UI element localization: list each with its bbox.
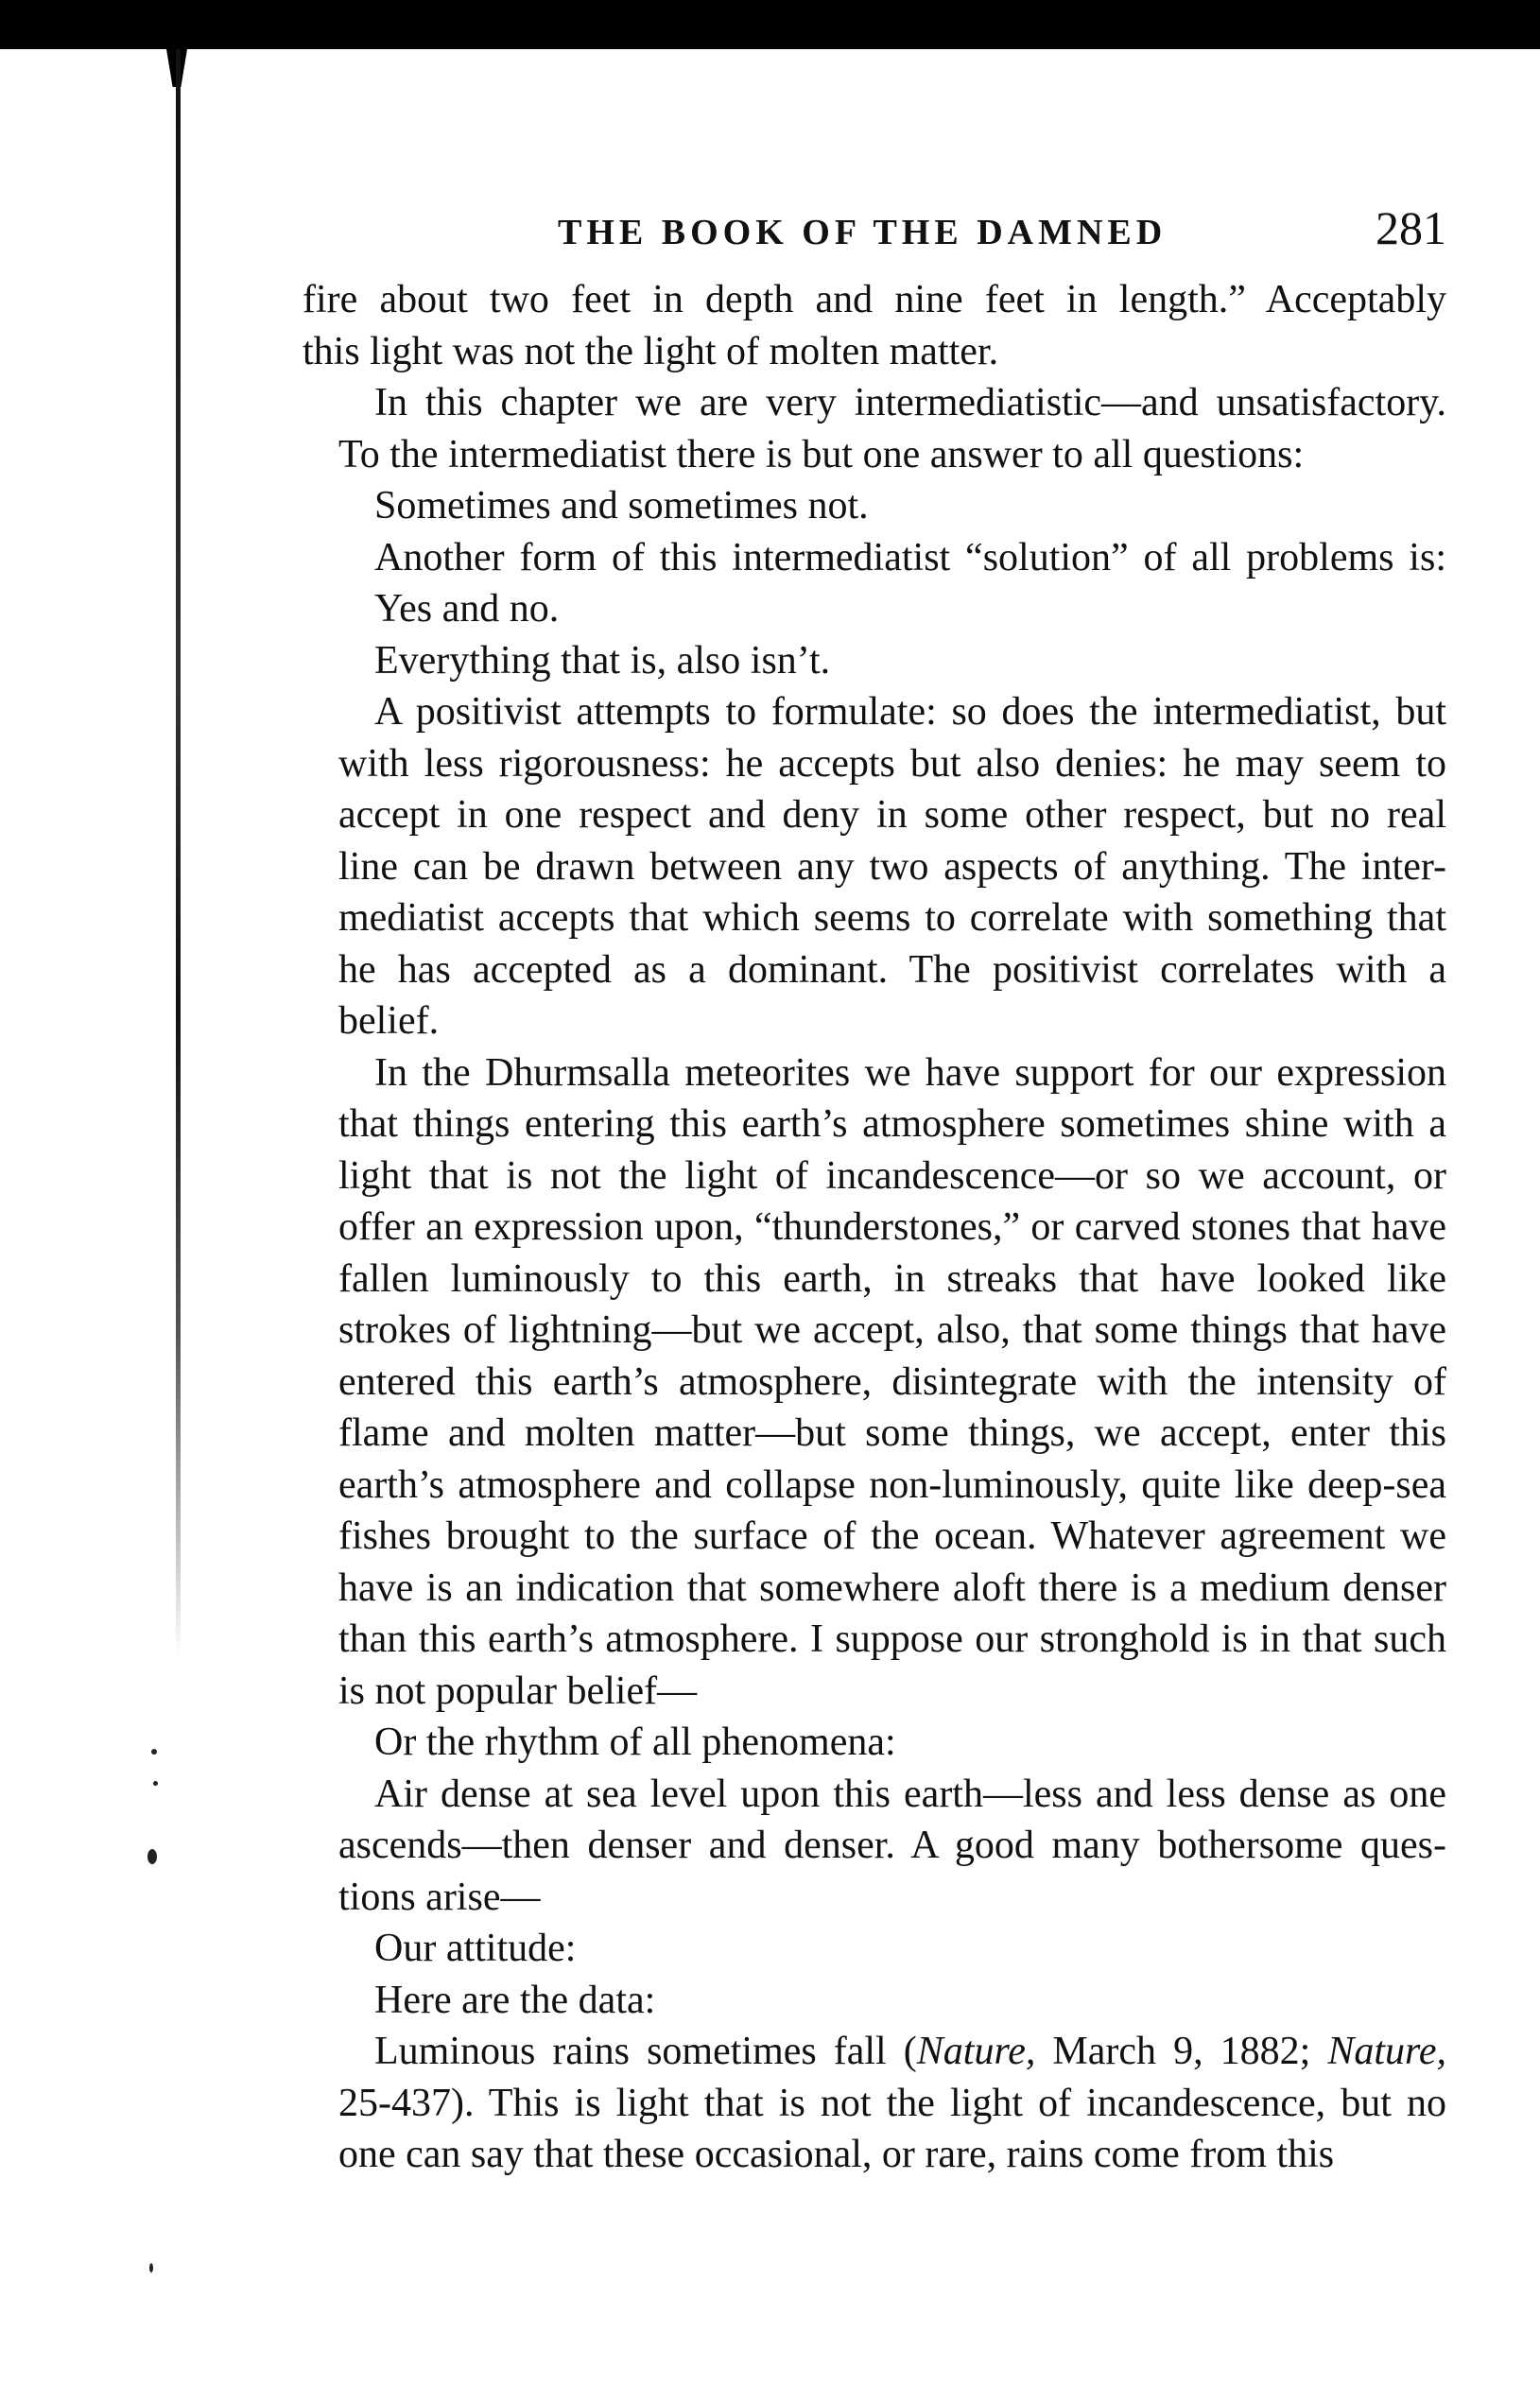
text-line: strokes of lightning—but we accept, also, that some things that have	[338, 1308, 1446, 1352]
scan-top-border	[0, 0, 1540, 49]
text-line: earth’s atmosphere and collapse non-luminously, quite like deep-sea	[338, 1462, 1446, 1507]
text-line: entered this earth’s atmosphere, disintegrate with the intensity of	[338, 1359, 1446, 1404]
text-line: tions arise—	[338, 1875, 541, 1919]
text-line: fire about two feet in depth and nine feet in length.” Acceptably	[303, 278, 1446, 321]
text-line: 25-437). This is light that is not the light of incandescence, but no	[338, 2081, 1446, 2125]
text-line: Our attitude:	[374, 1927, 577, 1970]
text-line: To the intermediatist there is but one answer to all questions:	[338, 432, 1305, 476]
paragraph	[303, 532, 1446, 584]
text-line: with less rigorousness: he accepts but also denies: he may seem to	[338, 741, 1446, 786]
text-run: March 9, 1882;	[1035, 2030, 1328, 2073]
paragraph	[303, 1769, 1446, 1924]
text-line: In this chapter we are very intermediatistic—and unsatisfactory.	[374, 381, 1446, 424]
text-line: mediatist accepts that which seems to correlate with something that	[338, 896, 1446, 940]
text-line: one can say that these occasional, or rare, rains come from this	[338, 2133, 1335, 2176]
citation-journal: Nature,	[1327, 2030, 1446, 2073]
paragraph	[303, 480, 1446, 532]
text-line: Another form of this intermediatist “solution” of all problems is:	[374, 535, 1446, 579]
text-line: Yes and no.	[374, 587, 560, 631]
text-line: offer an expression upon, “thunderstones,” or carved stones that have	[338, 1205, 1446, 1249]
text-line	[303, 2026, 1446, 2078]
page-body	[303, 274, 1446, 2181]
text-line: Air dense at sea level upon this earth—less and less dense as one	[374, 1772, 1446, 1816]
paragraph	[303, 1923, 1446, 1975]
text-line: Or the rhythm of all phenomena:	[374, 1721, 896, 1764]
text-line: In the Dhurmsalla meteorites we have support for our expression	[374, 1050, 1446, 1095]
binding-shadow	[176, 49, 181, 1656]
text-line: fishes brought to the surface of the ocean. Whatever agreement we	[338, 1514, 1446, 1558]
text-line: have is an indication that somewhere aloft there is a medium denser	[338, 1565, 1446, 1610]
text-line: than this earth’s atmosphere. I suppose our stronghold is in that such	[338, 1617, 1446, 1661]
paragraph	[303, 274, 1446, 377]
text-line: belief.	[338, 999, 440, 1043]
paragraph	[303, 2026, 1446, 2181]
text-line: light that is not the light of incandescence—or so we account, or	[338, 1153, 1446, 1198]
citation-journal: Nature,	[916, 2030, 1036, 2073]
paragraph	[303, 635, 1446, 687]
paragraph	[303, 583, 1446, 635]
text-line: this light was not the light of molten matter.	[303, 329, 999, 373]
text-line: accept in one respect and deny in some other respect, but no real	[338, 793, 1446, 837]
paragraph	[303, 1047, 1446, 1718]
running-head-title: THE BOOK OF THE DAMNED	[558, 213, 1168, 252]
text-line: ascends—then denser and denser. A good many bothersome ques-	[338, 1824, 1446, 1867]
paragraph	[303, 1975, 1446, 2027]
running-header	[558, 201, 1446, 268]
text-line: that things entering this earth’s atmosphere sometimes shine with a	[338, 1102, 1446, 1146]
text-line: is not popular belief—	[338, 1669, 698, 1713]
text-line: Everything that is, also isn’t.	[374, 638, 831, 683]
text-line: fallen luminously to this earth, in streaks that have looked like	[338, 1256, 1446, 1301]
text-run: Luminous rains sometimes fall (	[374, 2030, 917, 2073]
text-line: line can be drawn between any two aspects of anything. The inter-	[338, 844, 1446, 889]
text-line: Sometimes and sometimes not.	[374, 484, 869, 527]
text-line: he has accepted as a dominant. The positivist correlates with a	[338, 947, 1446, 992]
paragraph	[303, 377, 1446, 480]
page-number: 281	[1376, 201, 1446, 254]
paragraph	[303, 686, 1446, 1047]
text-line: Here are the data:	[374, 1978, 656, 2022]
text-line: A positivist attempts to formulate: so does the intermediatist, but	[374, 690, 1446, 734]
paragraph	[303, 1717, 1446, 1769]
text-line: flame and molten matter—but some things, we accept, enter this	[338, 1411, 1446, 1455]
